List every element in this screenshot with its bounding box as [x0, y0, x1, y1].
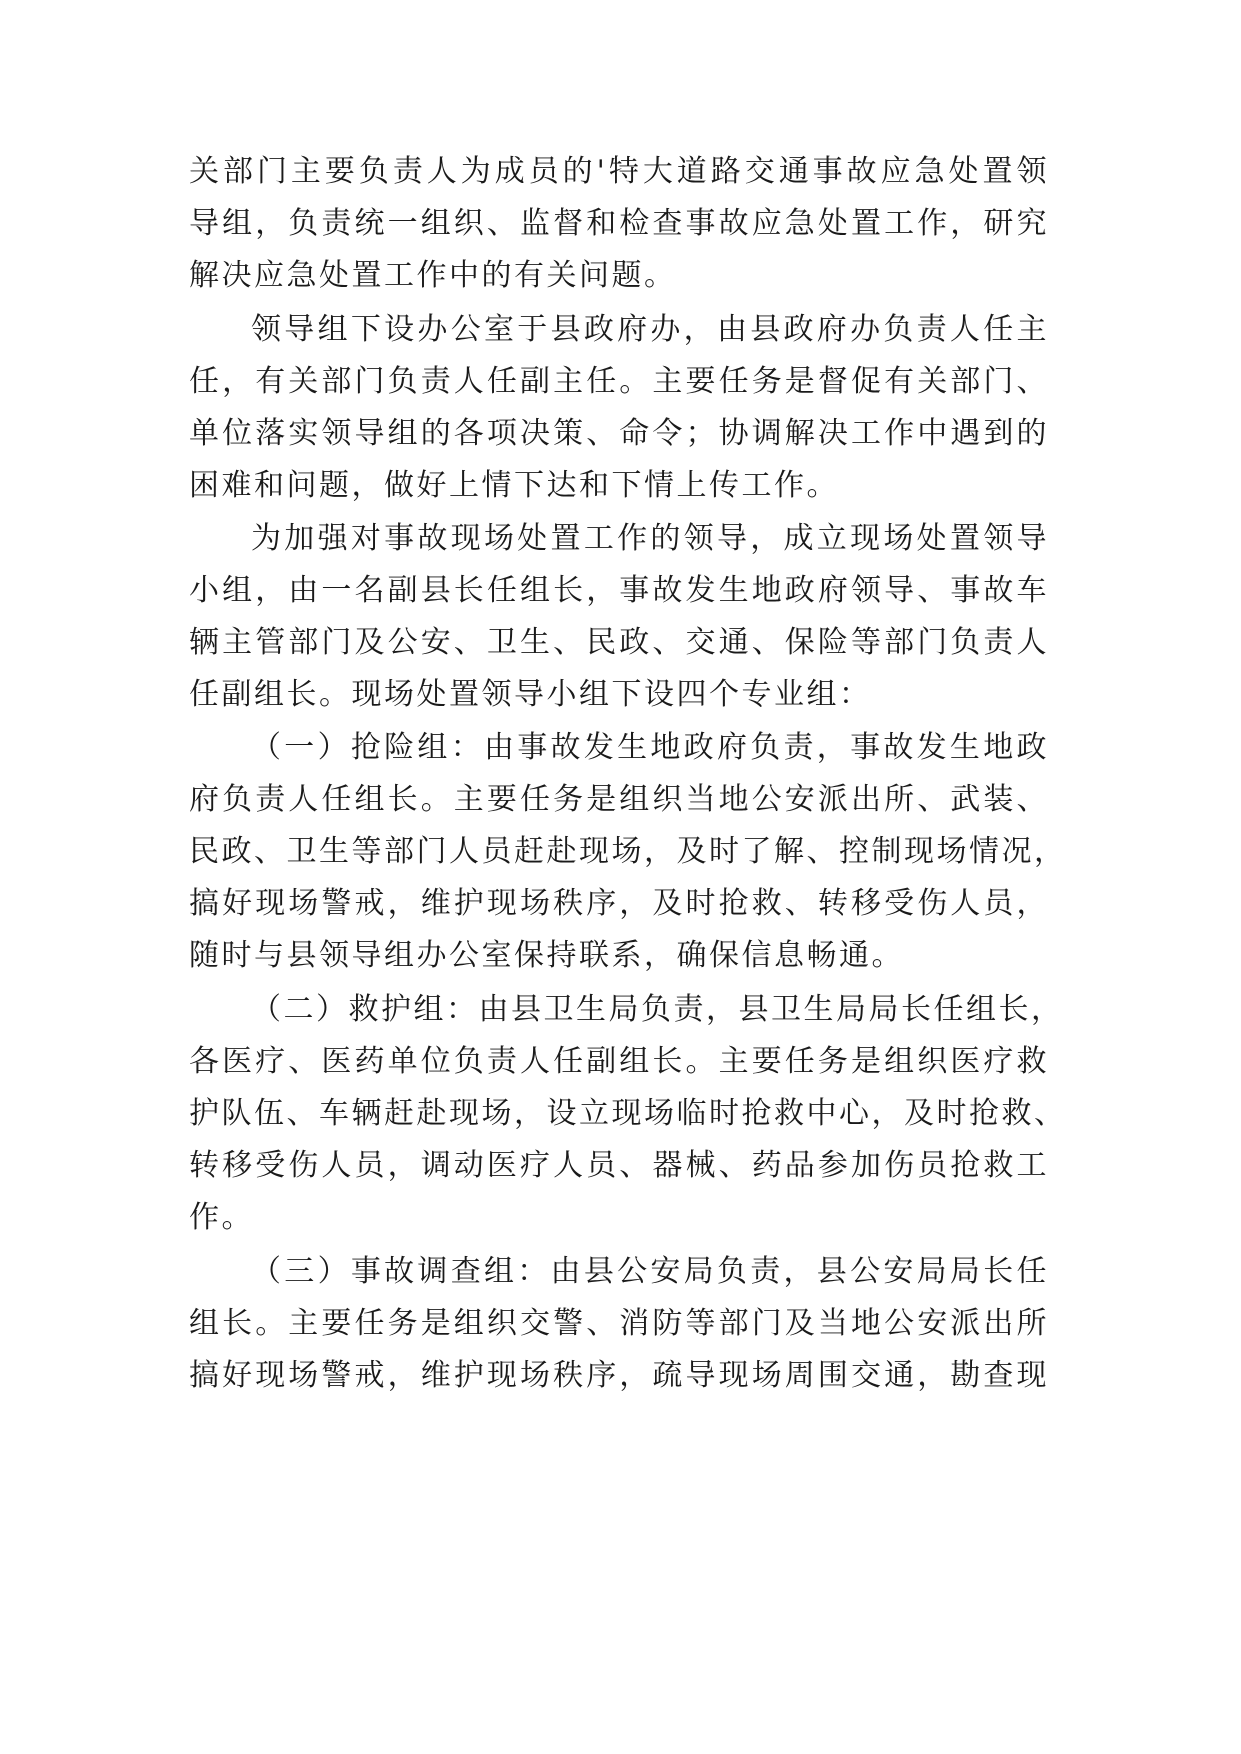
paragraph-first-line: 领导组下设办公室于县政府办，由县政府办负责人任主	[251, 312, 1049, 347]
text-line: 搞好现场警戒，维护现场秩序，疏导现场周围交通，勘查现	[189, 1358, 1049, 1393]
text-line: 作。	[189, 1200, 254, 1235]
paragraph-first-line: （三）事故调查组：由县公安局负责，县公安局局长任	[251, 1254, 1049, 1289]
text-line: 辆主管部门及公安、卫生、民政、交通、保险等部门负责人	[189, 625, 1049, 660]
text-line: 解决应急处置工作中的有关问题。	[189, 258, 677, 293]
text-line: 任副组长。现场处置领导小组下设四个专业组：	[189, 677, 872, 712]
text-line: 导组，负责统一组织、监督和检查事故应急处置工作，研究	[189, 206, 1049, 241]
text-line: 搞好现场警戒，维护现场秩序，及时抢救、转移受伤人员，	[189, 886, 1049, 921]
paragraph-first-line: （二）救护组：由县卫生局负责，县卫生局局长任组长，	[251, 992, 1064, 1027]
text-line: 小组，由一名副县长任组长，事故发生地政府领导、事故车	[189, 573, 1049, 608]
text-line: 任，有关部门负责人任副主任。主要任务是督促有关部门、	[189, 364, 1049, 399]
text-line: 困难和问题，做好上情下达和下情上传工作。	[189, 468, 839, 503]
paragraph-first-line: （一）抢险组：由事故发生地政府负责，事故发生地政	[251, 730, 1049, 765]
text-line: 转移受伤人员，调动医疗人员、器械、药品参加伤员抢救工	[189, 1148, 1049, 1183]
text-line: 关部门主要负责人为成员的'特大道路交通事故应急处置领	[189, 154, 1049, 189]
text-line: 组长。主要任务是组织交警、消防等部门及当地公安派出所	[189, 1306, 1049, 1341]
text-line: 民政、卫生等部门人员赶赴现场，及时了解、控制现场情况，	[189, 834, 1067, 869]
text-line: 各医疗、医药单位负责人任副组长。主要任务是组织医疗救	[189, 1044, 1049, 1079]
text-line: 随时与县领导组办公室保持联系，确保信息畅通。	[189, 938, 904, 973]
text-line: 护队伍、车辆赶赴现场，设立现场临时抢救中心，及时抢救、	[189, 1096, 1067, 1131]
text-line: 单位落实领导组的各项决策、命令；协调解决工作中遇到的	[189, 416, 1049, 451]
paragraph-first-line: 为加强对事故现场处置工作的领导，成立现场处置领导	[251, 521, 1049, 556]
text-line: 府负责人任组长。主要任务是组织当地公安派出所、武装、	[189, 782, 1049, 817]
